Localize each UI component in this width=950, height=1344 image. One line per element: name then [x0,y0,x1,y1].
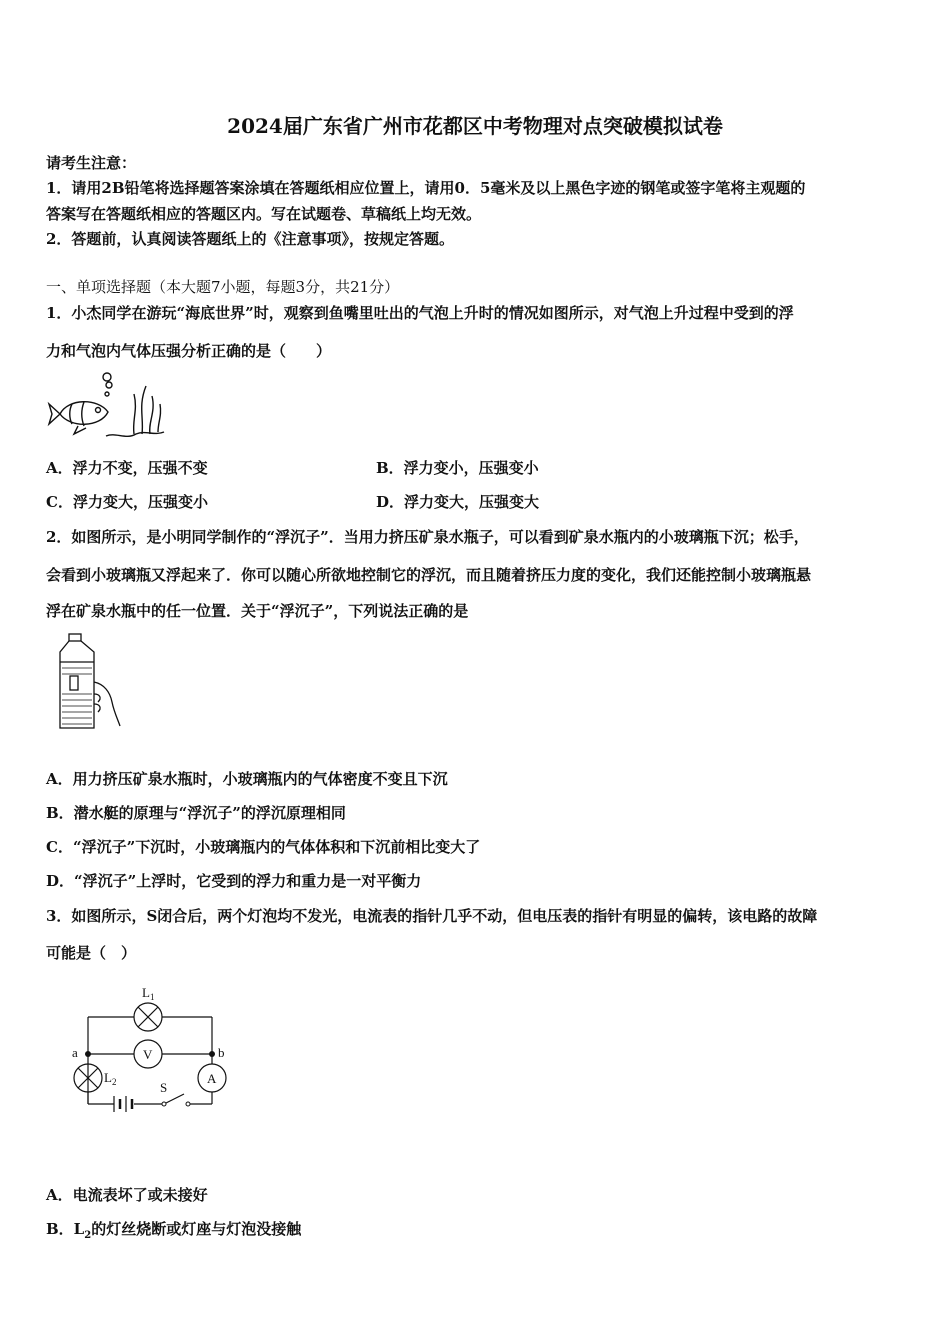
node-a [85,1051,91,1057]
bubble-small [105,392,109,396]
q1-option-b: B．浮力变小，压强变小 [376,459,539,477]
page-title: 2024届广东省广州市花都区中考物理对点突破模拟试卷 [227,114,723,138]
fish-stripe-2 [82,402,84,426]
seaweed-3 [150,396,153,434]
bottle-outline [60,641,94,728]
q2-option-c: C．“浮沉子”下沉时，小玻璃瓶内的气体体积和下沉前相比变大了 [46,838,481,856]
notice-line-2: 答案写在答题纸相应的答题区内。写在试题卷、草稿纸上均无效。 [46,205,482,223]
question-1-line-2: 力和气泡内气体压强分析正确的是（ ） [46,342,332,360]
bottle-cap [69,634,81,641]
bubble-medium [106,382,112,388]
question-3-line-2: 可能是（ ） [46,944,137,962]
bubble-large [103,373,111,381]
notice-line-3: 2．答题前，认真阅读答题纸上的《注意事项》，按规定答题。 [46,230,454,248]
fish-bubbles-figure [46,372,166,444]
notice-line-1: 1．请用2B铅笔将选择题答案涂填在答题纸相应位置上，请用0．5毫米及以上黑色字迹的钢笔或签字笔将主观题的 [46,179,806,197]
q1-option-d: D．浮力变大，压强变大 [376,493,540,511]
q1-option-a: A．浮力不变，压强不变 [46,459,208,477]
seaweed-2 [142,386,146,434]
question-2-line-2: 会看到小玻璃瓶又浮起来了．你可以随心所欲地控制它的浮沉，而且随着挤压力度的变化，我们还能控制小玻璃瓶悬 [46,566,812,584]
fish-tail [49,404,60,424]
q1-option-c: C．浮力变大，压强变小 [46,493,208,511]
label-l1: $L_1$ [142,985,155,1002]
seaweed-1 [134,394,136,434]
section-heading: 一、单项选择题（本大题7小题，每题3分，共21分） [46,278,400,296]
fish-stripe-1 [70,404,72,424]
question-1-line-1: 1．小杰同学在游玩“海底世界”时，观察到鱼嘴里吐出的气泡上升时的情况如图所示，对气泡上升过程中受到的浮 [46,304,794,322]
seabed-line [106,432,164,436]
small-glass-vial [70,676,78,690]
circuit-diagram [66,980,236,1114]
cartesian-diver-figure [54,632,124,732]
fish-body [60,402,108,425]
q2-option-b: B．潜水艇的原理与“浮沉子”的浮沉原理相同 [46,804,346,822]
node-b [209,1051,215,1057]
seaweed-4 [158,404,161,432]
label-s: S [160,1080,168,1095]
q3-option-a: A．电流表坏了或未接好 [46,1186,208,1204]
switch-s [164,1094,184,1104]
q3-option-b: B．$L_2$的灯丝烧断或灯座与灯泡没接触 [46,1220,302,1241]
question-3-line-1: 3．如图所示，S闭合后，两个灯泡均不发光，电流表的指针几乎不动，但电压表的指针有明显的偏转，该电路的故障 [46,907,818,925]
fish-eye [96,408,101,413]
question-2-line-1: 2．如图所示，是小明同学制作的“浮沉子”．当用力挤压矿泉水瓶子，可以看到矿泉水瓶内的小玻璃瓶下沉；松手， [46,528,809,546]
question-2-line-3: 浮在矿泉水瓶中的任一位置．关于“浮沉子”，下列说法正确的是 [46,602,469,620]
label-v: V [143,1047,153,1062]
label-a: a [72,1045,78,1060]
notice-heading: 请考生注意： [46,154,137,172]
label-ammeter: A [207,1071,217,1086]
hand [94,682,120,726]
label-l2: $L_2$ [104,1070,117,1087]
label-b: b [218,1045,225,1060]
q2-option-a: A．用力挤压矿泉水瓶时，小玻璃瓶内的气体密度不变且下沉 [46,770,448,788]
fish-fin [74,426,86,434]
q2-option-d: D．“浮沉子”上浮时，它受到的浮力和重力是一对平衡力 [46,872,422,890]
